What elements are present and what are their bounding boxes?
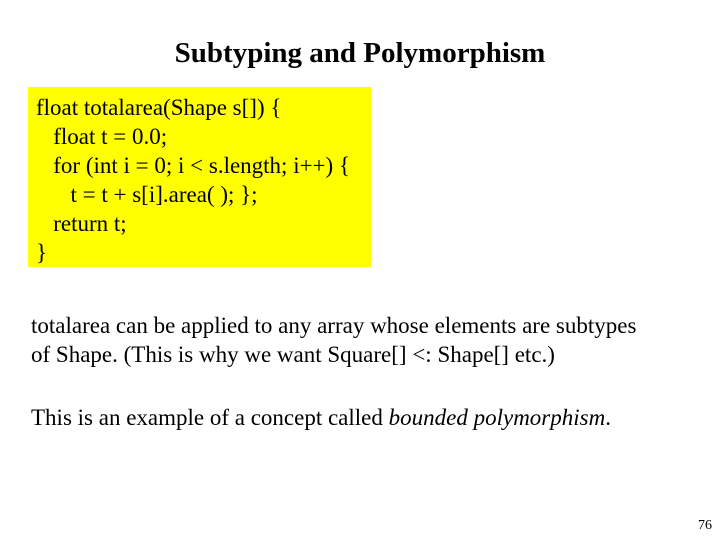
code-line: t = t + s[i].area( ); }; [36,182,258,207]
code-line: float t = 0.0; [36,124,168,149]
paragraph-line: totalarea can be applied to any array whose elements are subtypes [31,313,637,338]
paragraph-line: of Shape. (This is why we want Square[] <: Shape[] etc.) [31,342,555,367]
code-block [28,87,371,267]
code-line: float totalarea(Shape s[]) { [36,95,282,120]
code-line: for (int i = 0; i < s.length; i++) { [36,153,350,178]
slide-title: Subtyping and Polymorphism [174,37,546,69]
paragraph-suffix: . [605,405,611,430]
emphasis-term: bounded polymorphism [388,405,606,430]
paragraph-totalarea [31,311,636,369]
paragraph-prefix: This is an example of a concept called [31,405,389,430]
page-number: 76 [698,518,712,533]
code-line: return t; [36,211,127,236]
paragraph-bounded-polymorphism [31,403,611,432]
code-line: } [36,240,48,265]
